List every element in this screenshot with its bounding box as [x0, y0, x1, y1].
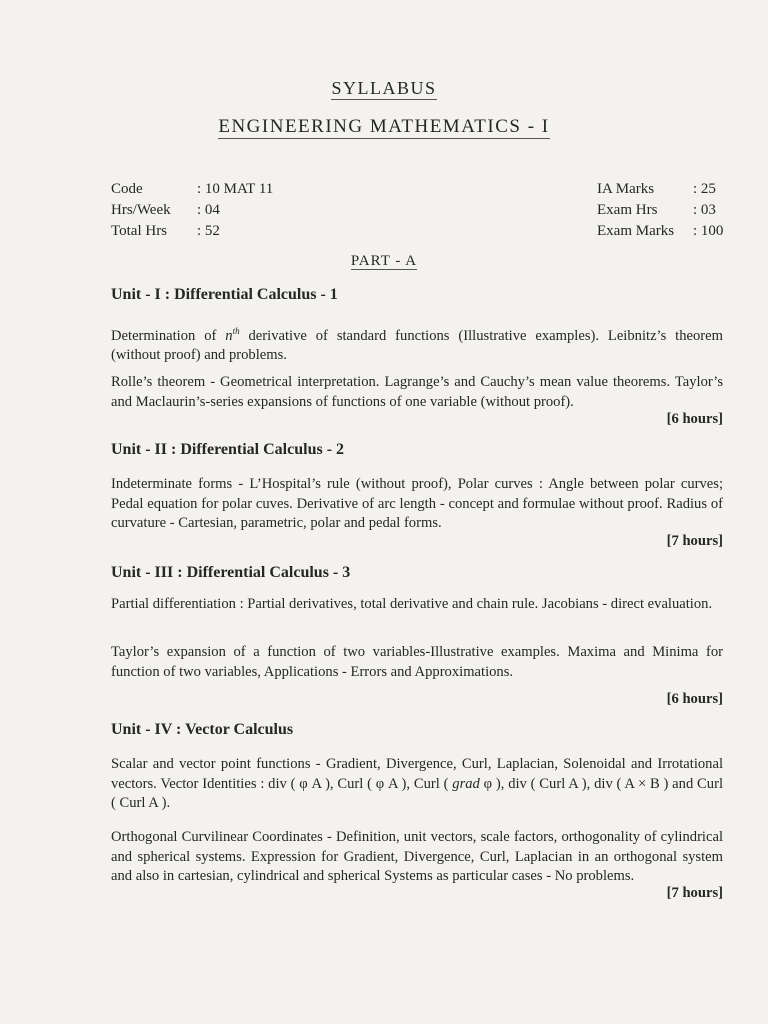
- unit-2-hours: [7 hours]: [666, 533, 723, 549]
- unit-1-hours: [6 hours]: [666, 411, 723, 427]
- meta-row-exam-marks: Exam Marks : 100: [597, 223, 724, 239]
- meta-row-ia-marks: IA Marks : 25: [597, 181, 716, 197]
- unit-2-para-1: Indeterminate forms - L’Hospital’s rule (without proof), Polar curves : Angle between polar curves; Pedal equation for polar cuves. Derivative of arc length - concept and formulae without proof. Radius of curvature - Cartesian, parametric, polar and pedal forms.: [111, 476, 723, 531]
- unit-1-heading: Unit - I : Differential Calculus - 1: [111, 286, 338, 303]
- document-title: SYLLABUS: [331, 78, 437, 98]
- unit-4-para-2: Orthogonal Curvilinear Coordinates - Definition, unit vectors, scale factors, orthogonality of cylindrical and spherical systems. Expression for Gradient, Divergence, Curl, Laplacian in an orthogonal system and also in cartesian, cylindrical and spherical Systems as particular cases - No problems.: [111, 829, 723, 884]
- part-heading: PART - A: [350, 253, 418, 269]
- unit-1-para-1: Determination of $n^{th}$ derivative of standard functions (Illustrative examples). Leibnitz’s theorem (without proof) and problems.: [111, 326, 723, 364]
- unit-4-para-1: Scalar and vector point functions - Gradient, Divergence, Curl, Laplacian, Solenoidal and Irrotational vectors. Vector Identities : div ( φ A ), Curl ( φ A ), Curl ( grad φ ), div ( Curl A ), div ( A × B ) and Curl ( Curl A ).: [111, 756, 723, 811]
- meta-row-total-hrs: Total Hrs : 52: [111, 223, 220, 239]
- unit-3-para-1: Partial differentiation : Partial derivatives, total derivative and chain rule. Jacobians - direct evaluation.: [111, 596, 713, 612]
- unit-4-hours: [7 hours]: [666, 885, 723, 901]
- course-meta-left: [111, 179, 273, 242]
- subject-title: ENGINEERING MATHEMATICS - I: [218, 116, 550, 137]
- unit-2-heading: Unit - II : Differential Calculus - 2: [111, 441, 345, 458]
- unit-4-heading: Unit - IV : Vector Calculus: [111, 721, 294, 738]
- course-meta-right: [597, 179, 723, 242]
- meta-row-code: Code : 10 MAT 11: [111, 181, 274, 197]
- unit-1-para-2: Rolle’s theorem - Geometrical interpretation. Lagrange’s and Cauchy’s mean value theorems. Taylor’s and Maclaurin’s-series expansions of functions of one variable (without proof).: [111, 374, 723, 410]
- meta-row-exam-hrs: Exam Hrs : 03: [597, 202, 716, 218]
- unit-3-hours: [6 hours]: [666, 691, 723, 707]
- unit-3-heading: Unit - III : Differential Calculus - 3: [111, 564, 351, 581]
- meta-row-hrs-week: Hrs/Week : 04: [111, 202, 220, 218]
- unit-3-para-2: Taylor’s expansion of a function of two variables-Illustrative examples. Maxima and Minima for function of two variables, Applications - Errors and Approximations.: [111, 644, 723, 680]
